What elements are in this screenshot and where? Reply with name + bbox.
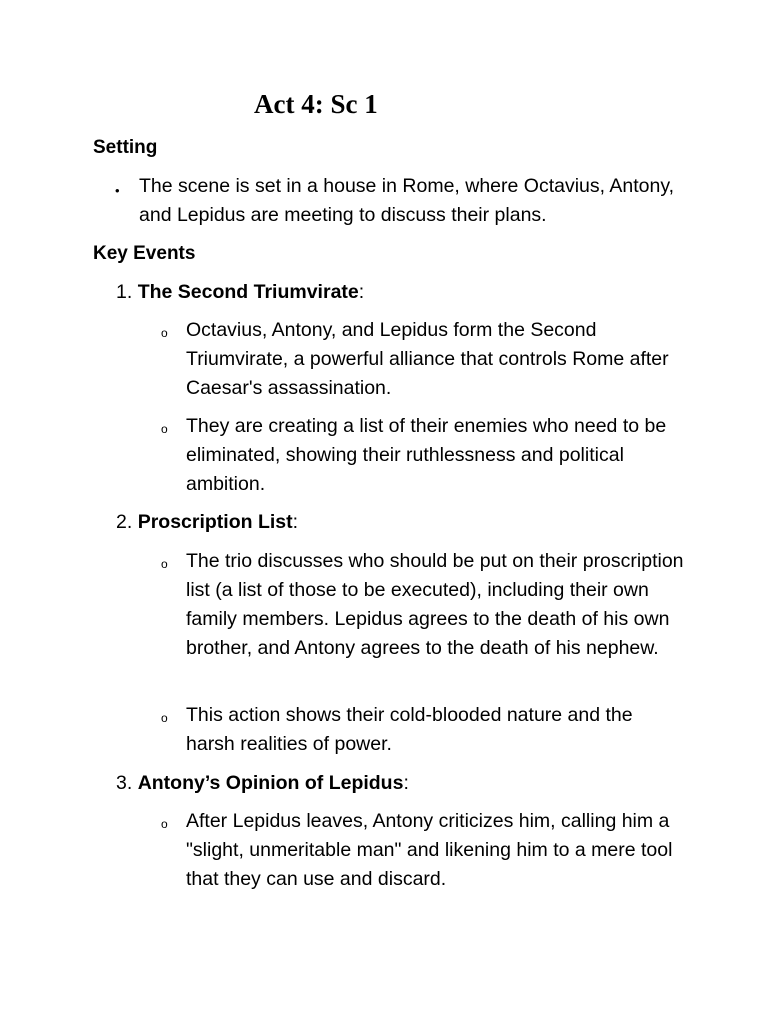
item-colon: : <box>292 511 299 533</box>
sub-bullet-marker: o <box>161 711 168 725</box>
key-events-heading: Key Events <box>93 243 196 264</box>
sub-bullet-text: This action shows their cold-blooded nature and the harsh realities of power. <box>186 704 633 755</box>
setting-heading: Setting <box>93 137 158 158</box>
item-label: The Second Triumvirate <box>137 281 359 303</box>
numbered-item-1 <box>116 278 364 307</box>
sub-bullet-text: They are creating a list of their enemies who need to be eliminated, showing their ruthlessness and political ambition. <box>186 415 667 495</box>
sub-bullet-text: After Lepidus leaves, Antony criticizes him, calling him a "slight, unmeritable man" and likening him to a mere tool that they can use and discard. <box>186 810 673 890</box>
item-number: 2. <box>116 511 133 533</box>
item-label: Proscription List <box>137 511 293 533</box>
item-label: Antony’s Opinion of Lepidus <box>137 772 404 794</box>
sub-bullet-marker: o <box>161 557 168 571</box>
setting-text: The scene is set in a house in Rome, where Octavius, Antony, and Lepidus are meeting to discuss their plans. <box>139 175 675 226</box>
bullet-marker: • <box>115 183 120 198</box>
sub-bullet-marker: o <box>161 422 168 436</box>
item-colon: : <box>403 772 409 794</box>
item-number: 1. <box>116 281 133 303</box>
sub-bullet-marker: o <box>161 326 168 340</box>
sub-bullet-text: The trio discusses who should be put on their proscription list (a list of those to be executed), including their own family members. Lepidus agrees to the death of his own brother, and Antony agrees to the death of his nephew. <box>186 550 684 659</box>
numbered-item-2 <box>116 508 298 537</box>
numbered-item-3 <box>116 769 409 798</box>
item-number: 3. <box>116 772 133 794</box>
sub-bullet-text: Octavius, Antony, and Lepidus form the Second Triumvirate, a powerful alliance that controls Rome after Caesar's assassination. <box>186 319 669 399</box>
sub-bullet-marker: o <box>161 817 168 831</box>
item-colon: : <box>358 281 365 303</box>
page-title: Act 4: Sc 1 <box>254 89 378 119</box>
